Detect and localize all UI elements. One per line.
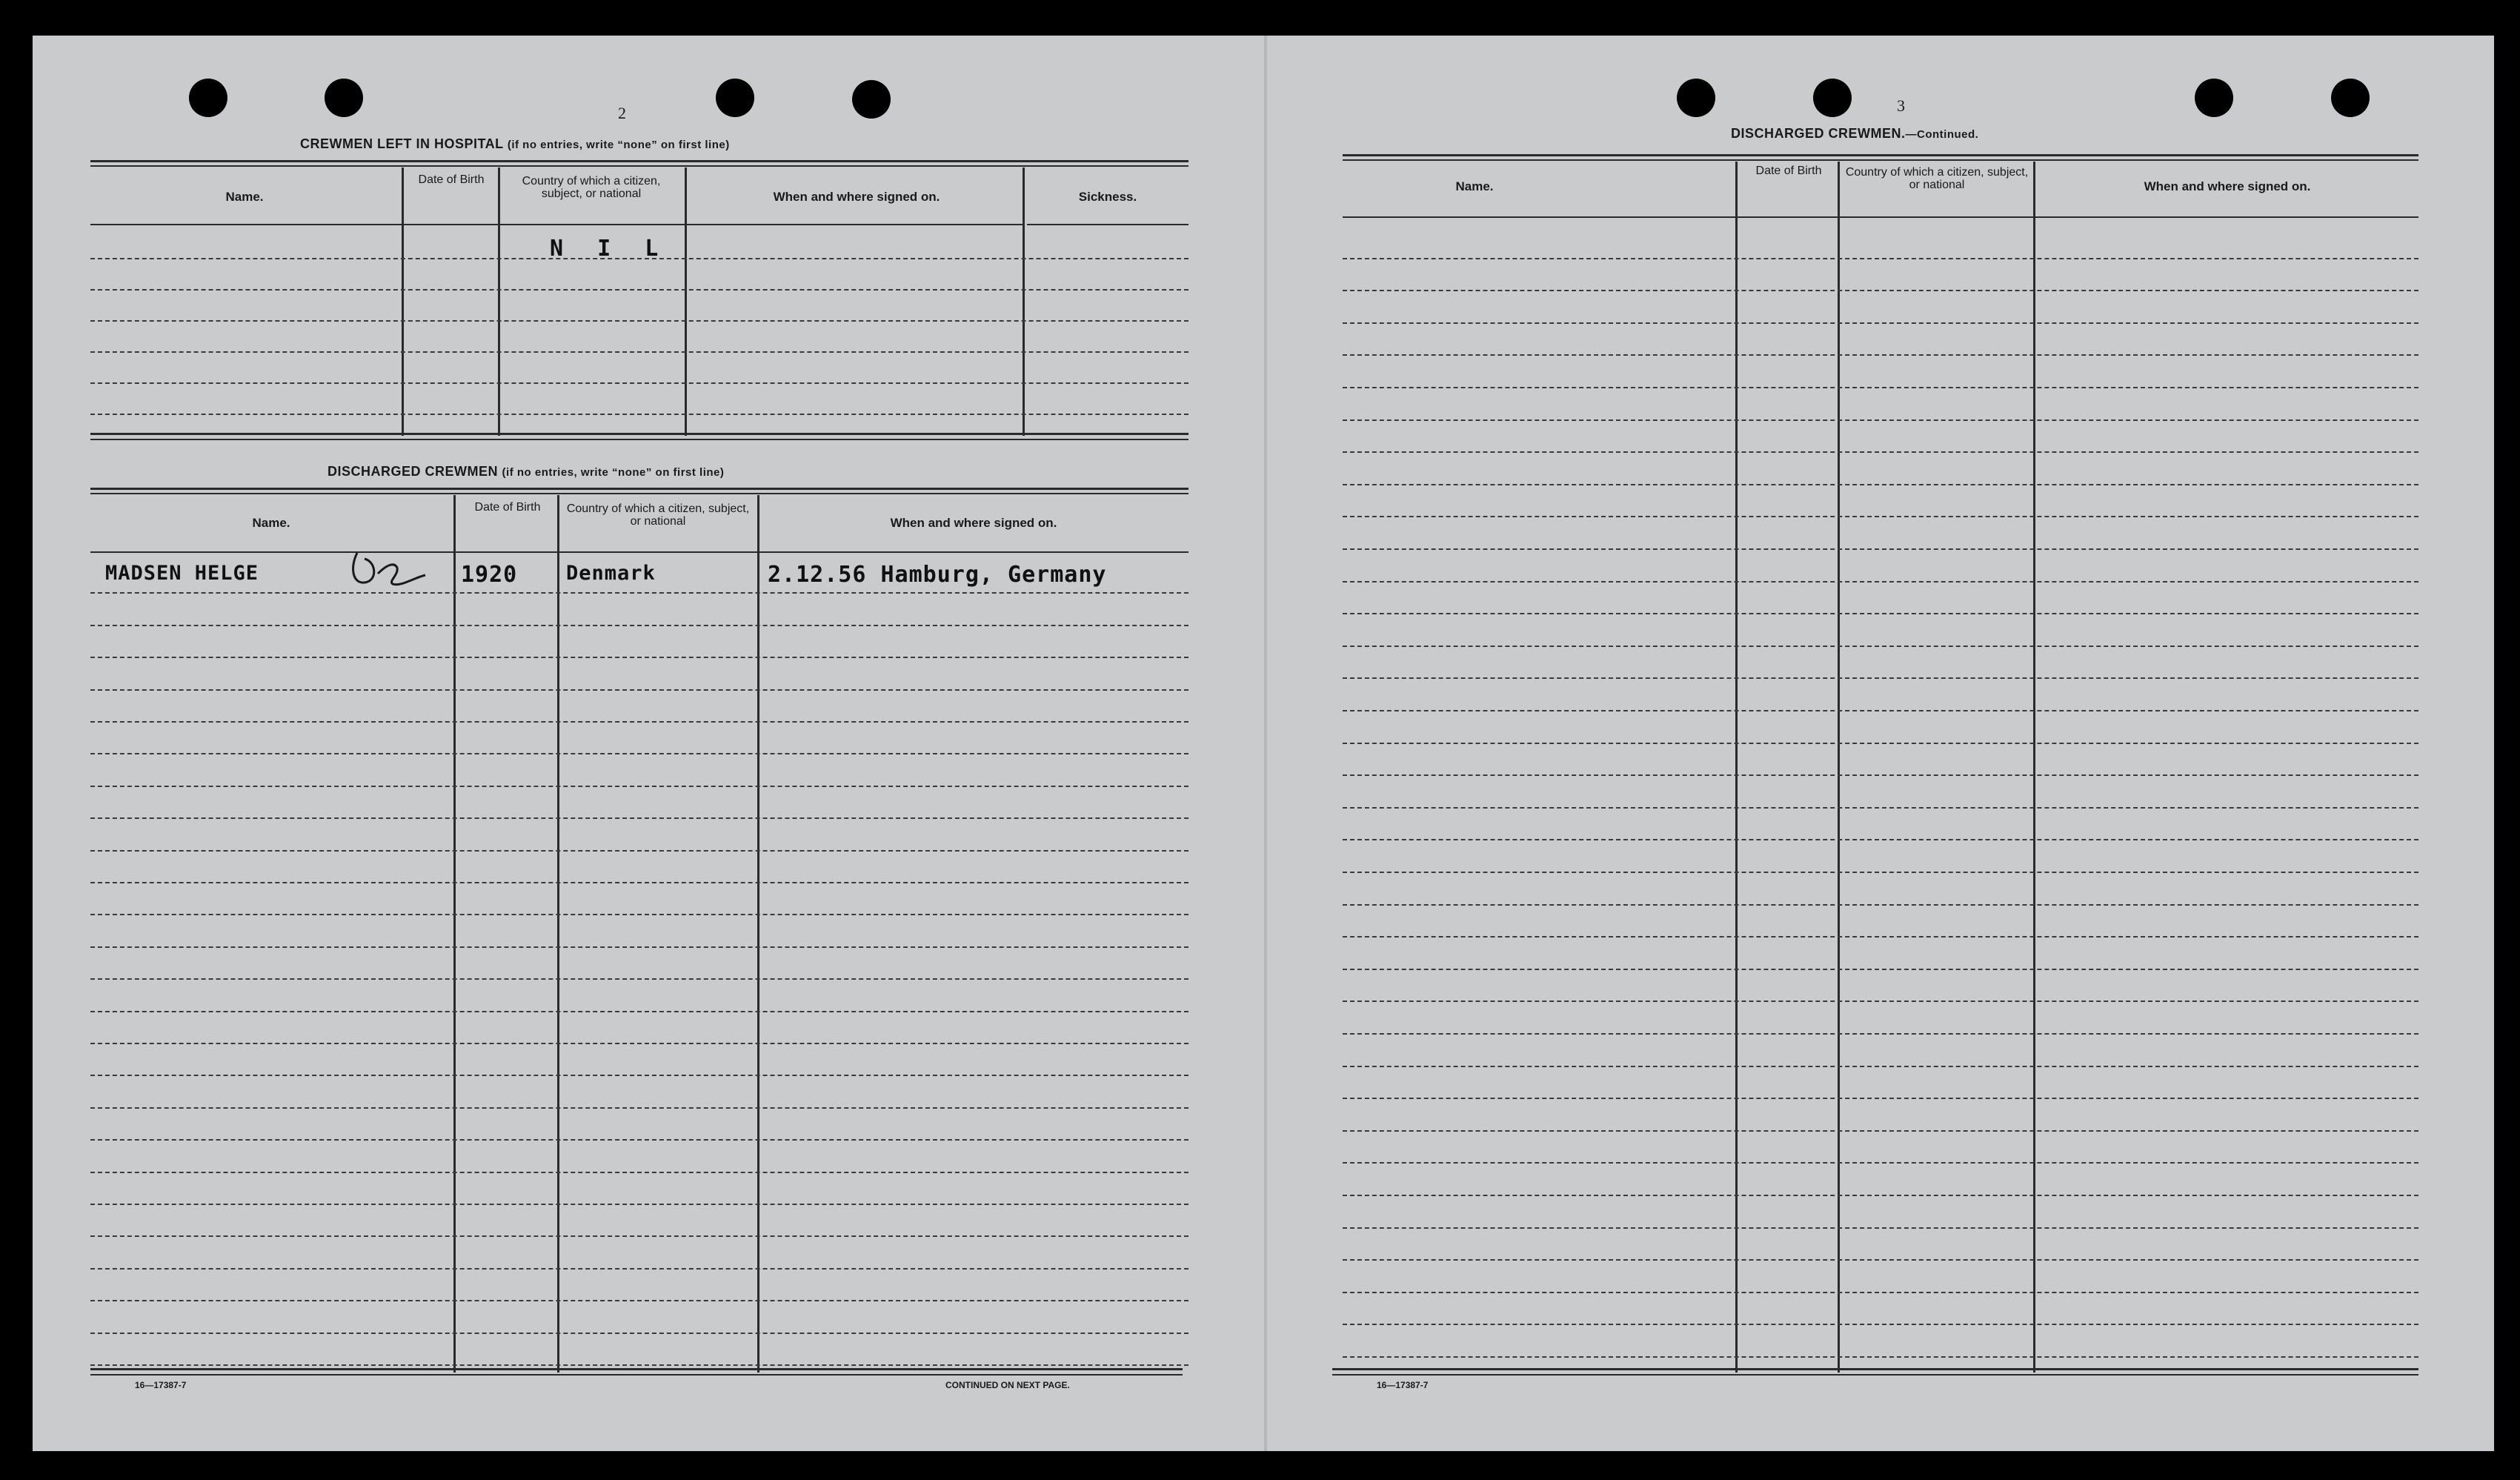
ruled-line xyxy=(1343,774,2418,776)
discharged-continued-rows xyxy=(1343,225,2418,1367)
ruled-line xyxy=(90,351,1188,353)
rule xyxy=(1332,1368,2418,1370)
ruled-line xyxy=(90,1364,1188,1366)
ruled-line xyxy=(90,382,1188,384)
ruled-line xyxy=(90,1235,1188,1237)
ruled-line xyxy=(90,882,1188,883)
rule xyxy=(90,1368,1183,1370)
rule xyxy=(90,1374,1183,1376)
title-text: DISCHARGED CREWMEN xyxy=(328,464,499,479)
ruled-line xyxy=(1343,290,2418,291)
ruled-line xyxy=(1343,1130,2418,1132)
ruled-line xyxy=(90,850,1188,852)
ruled-line xyxy=(1343,516,2418,517)
punch-hole xyxy=(325,79,363,117)
header-rule xyxy=(1027,224,1188,225)
ruled-line xyxy=(1343,354,2418,356)
ruled-line xyxy=(1343,646,2418,647)
header-rule xyxy=(1343,216,2418,218)
ruled-line xyxy=(90,786,1188,787)
section-title-hospital xyxy=(300,136,730,152)
ruled-line xyxy=(1343,548,2418,550)
ruled-line xyxy=(90,414,1188,415)
ruled-line xyxy=(1343,419,2418,421)
page-number: 3 xyxy=(1897,96,1905,115)
crewman-name: MADSEN HELGE xyxy=(105,562,259,585)
title-note: (if no entries, write “none” on first line) xyxy=(502,466,725,479)
ruled-line xyxy=(1343,1033,2418,1035)
column-header-sickness: Sickness. xyxy=(1078,190,1137,204)
punch-hole xyxy=(1813,79,1852,117)
ruled-line xyxy=(90,320,1188,322)
ruled-line xyxy=(90,289,1188,291)
rule xyxy=(90,439,1188,440)
ruled-line xyxy=(90,817,1188,819)
column-header-country: Country of which a citizen, subject, or national xyxy=(566,502,750,528)
ruled-line xyxy=(1343,1195,2418,1196)
ruled-line xyxy=(1343,904,2418,906)
column-header-name: Name. xyxy=(225,190,264,204)
punch-hole xyxy=(2195,79,2233,117)
ruled-line xyxy=(1343,613,2418,614)
punch-hole xyxy=(189,79,227,117)
ruled-line xyxy=(90,592,1188,594)
form-number: 16—17387-7 xyxy=(1377,1380,1429,1390)
column-header-signed-on: When and where signed on. xyxy=(2144,179,2311,193)
page-fold xyxy=(1264,36,1267,1451)
ruled-line xyxy=(90,1075,1188,1076)
punch-hole xyxy=(716,79,754,117)
column-header-dob: Date of Birth xyxy=(474,501,541,514)
column-header-signed-on: When and where signed on. xyxy=(890,516,1057,530)
title-text: DISCHARGED CREWMEN. xyxy=(1731,126,1906,141)
ruled-line xyxy=(1343,322,2418,324)
header-rule xyxy=(90,224,1024,225)
ruled-line xyxy=(90,1107,1188,1109)
ruled-line xyxy=(90,1011,1188,1012)
ruled-line xyxy=(1343,1162,2418,1164)
ruled-line xyxy=(90,1204,1188,1205)
ruled-line xyxy=(1343,839,2418,840)
ruled-line xyxy=(90,1043,1188,1044)
ruled-line xyxy=(1343,1066,2418,1067)
ruled-line xyxy=(1343,677,2418,679)
ruled-line xyxy=(1343,1356,2418,1358)
ruled-line xyxy=(1343,969,2418,970)
ruled-line xyxy=(1343,258,2418,259)
ruled-line xyxy=(1343,1259,2418,1261)
ruled-line xyxy=(90,914,1188,915)
crewman-signed-on: 2.12.56 Hamburg, Germany xyxy=(768,562,1107,588)
discharged-rows xyxy=(90,560,1188,1367)
punch-hole xyxy=(1677,79,1715,117)
ruled-line xyxy=(90,978,1188,980)
ruled-line xyxy=(1343,710,2418,711)
ruled-line xyxy=(1343,872,2418,873)
rule xyxy=(90,493,1188,494)
ruled-line xyxy=(90,625,1188,626)
rule xyxy=(90,165,1188,167)
ruled-line xyxy=(1343,936,2418,938)
header-rule xyxy=(90,551,1188,553)
handwritten-mark xyxy=(342,545,439,594)
punch-hole xyxy=(852,80,891,119)
form-number: 16—17387-7 xyxy=(135,1380,187,1390)
column-header-dob: Date of Birth xyxy=(1755,165,1822,177)
rule xyxy=(90,160,1188,162)
ruled-line xyxy=(1343,387,2418,388)
rule xyxy=(90,488,1188,490)
crewman-dob: 1920 xyxy=(461,562,518,588)
rule xyxy=(1343,159,2418,161)
column-header-name: Name. xyxy=(252,516,290,530)
ruled-line xyxy=(90,946,1188,948)
continued-note: CONTINUED ON NEXT PAGE. xyxy=(945,1380,1070,1390)
ruled-line xyxy=(90,1300,1188,1301)
section-title-discharged xyxy=(328,464,724,479)
ruled-line xyxy=(90,689,1188,691)
ruled-line xyxy=(90,1139,1188,1141)
hospital-entry-nil: N I L xyxy=(550,236,669,262)
ruled-line xyxy=(90,753,1188,754)
punch-hole xyxy=(2331,79,2370,117)
ruled-line xyxy=(1343,1001,2418,1002)
ruled-line xyxy=(1343,484,2418,485)
ruled-line xyxy=(1343,1098,2418,1099)
ruled-line xyxy=(1343,581,2418,583)
column-header-dob: Date of Birth xyxy=(418,173,485,186)
ruled-line xyxy=(1343,807,2418,809)
title-suffix: —Continued. xyxy=(1905,128,1979,141)
section-title-discharged-continued xyxy=(1731,126,1978,142)
ruled-line xyxy=(90,1333,1188,1334)
column-header-country: Country of which a citizen, subject, or national xyxy=(1845,166,2029,191)
ruled-line xyxy=(90,657,1188,658)
rule xyxy=(1332,1374,2418,1376)
column-header-country: Country of which a citizen, subject, or national xyxy=(522,175,661,200)
ruled-line xyxy=(1343,743,2418,744)
crewman-country: Denmark xyxy=(566,562,656,585)
ruled-line xyxy=(1343,1292,2418,1293)
page-number: 2 xyxy=(618,104,626,122)
title-note: (if no entries, write “none” on first line) xyxy=(507,139,730,151)
ruled-line xyxy=(90,1172,1188,1173)
column-header-signed-on: When and where signed on. xyxy=(773,190,940,204)
column-header-name: Name. xyxy=(1455,179,1494,193)
title-text: CREWMEN LEFT IN HOSPITAL xyxy=(300,136,504,151)
ruled-line xyxy=(1343,1324,2418,1325)
ruled-line xyxy=(90,1268,1188,1270)
ruled-line xyxy=(90,721,1188,723)
rule xyxy=(90,433,1188,435)
ruled-line xyxy=(1343,1227,2418,1229)
rule xyxy=(1343,154,2418,156)
ruled-line xyxy=(1343,451,2418,453)
